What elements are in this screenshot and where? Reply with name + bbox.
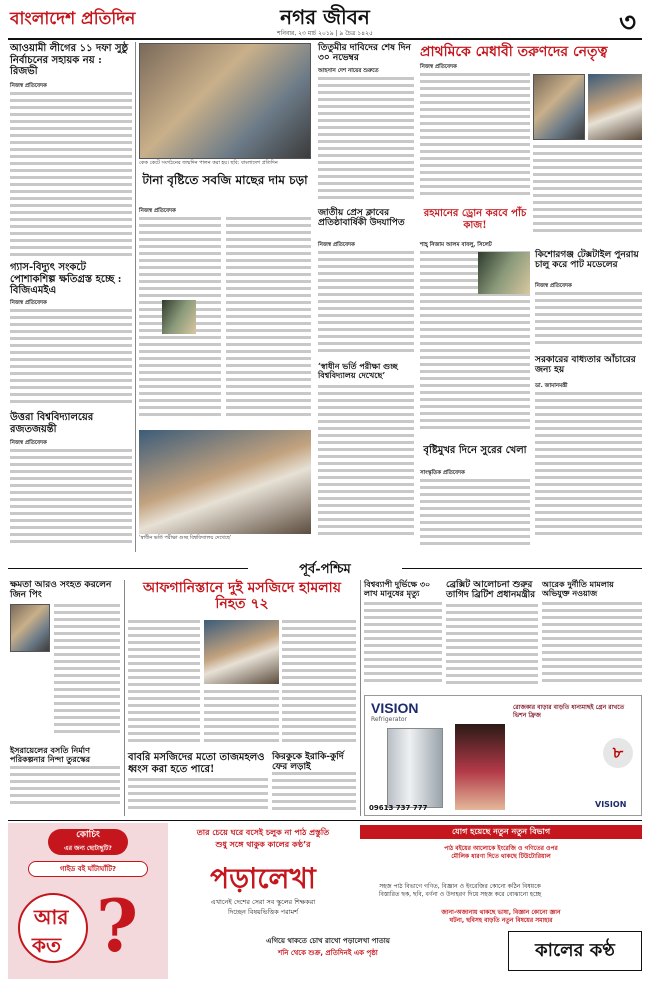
- byline-bristi: সাংস্কৃতিক প্রতিবেদক: [420, 470, 465, 476]
- body-prathomik-col2: [533, 145, 642, 245]
- byline-varsity: নিজস্ব প্রতিবেদক: [10, 440, 47, 446]
- vision-phone: 09613 737 777: [369, 804, 428, 812]
- masthead-rule: [8, 38, 642, 40]
- body-awami: [10, 92, 132, 262]
- body-titumir: [318, 77, 414, 207]
- headline-babri: বাবরি মসজিদের মতো তাজমহলও ধ্বংস করা হতে পারে!: [128, 752, 265, 775]
- headline-badha: সরকারের বাধ্যতার আঁচারের জন্য হয়: [535, 355, 636, 376]
- portrait-photo-1: [533, 74, 585, 140]
- body-babri: [128, 778, 268, 816]
- jinping-photo: [10, 604, 50, 652]
- byline-badha: ডা. জামানমন্ত্রী: [535, 383, 568, 389]
- ad-tagline: এখানেই দেশের সেরা সব স্কুলের শিক্ষকরা: [210, 898, 316, 906]
- headline-biswa: বিশ্বব্যাপী দুর্ভিক্ষে ৩০ লাখ মানুষের মৃত্যু: [364, 579, 431, 599]
- portrait-photo-2: [588, 74, 642, 140]
- feature-1: পাঠ বইয়ের আলোকে ইংরেজি ও গণিতের ওপর: [444, 845, 558, 852]
- ad-tagline-2: দিচ্ছেন বিষয়ভিত্তিক পরামর্শ: [227, 908, 299, 916]
- feature-3b: ঘটনা, ছবিসহ বাড়তি নতুন বিষয়ের সমাহার: [449, 917, 553, 924]
- ad-bottom-line-2: শনি থেকে শুক্র, প্রতিদিনই এক পৃষ্ঠা: [278, 949, 378, 957]
- headline-brexit: ব্রেক্সিট আলোচনা শুরুর তাগিদ ব্রিটিশ প্রধানমন্ত্রীর: [446, 580, 536, 601]
- headline-nuwaz: আরেক দুর্নীতি মামলায় অভিযুক্ত নওয়াজ: [542, 579, 614, 599]
- ad-top-line: তার চেয়ে ঘরে বসেই চলুক না পাঠ প্রস্তুতি: [196, 828, 330, 837]
- body-israel: [10, 766, 120, 814]
- body-prathomik-col1: [420, 73, 530, 203]
- feature-2: সহজ পাঠ বিভাগে গণিত, বিজ্ঞান ও ইংরেজির কোনো কঠিন বিষয়কে: [379, 883, 541, 890]
- headline-kshomota: ক্ষমতা আরও সংহত করলেন জিন পিং: [10, 580, 112, 601]
- page-number: ৩: [619, 8, 636, 38]
- vision-badge: VISION: [595, 800, 627, 809]
- body-brexit: [446, 604, 538, 692]
- headline-jatiya: জাতীয় প্রেস ক্লাবের প্রতিষ্ঠাবার্ষিকী উদযাপিত: [318, 208, 405, 229]
- byline-kishor: নিজস্ব প্রতিবেদক: [535, 283, 572, 289]
- subhead-titumir: আহসান দেশ নায়ের শুরুতে: [318, 68, 379, 74]
- ad-top-line-2: শুধু সঙ্গে থাকুক কালের কণ্ঠ’র: [215, 840, 311, 849]
- byline-awami: নিজস্ব প্রতিবেদক: [10, 83, 47, 89]
- vegetable-photo: [162, 300, 196, 334]
- model-image: [455, 724, 505, 810]
- event-photo: [139, 43, 311, 159]
- body-varsity: [10, 449, 132, 549]
- afghan-photo: [204, 620, 279, 684]
- headline-varsity: উত্তরা বিশ্ববিদ্যালয়ের রজতজয়ন্তী: [10, 412, 94, 435]
- headline-kishor: কিশোরগঞ্জ টেক্সটাইল পুনরায় চালু করে পাট মডেলের: [535, 250, 639, 271]
- world-divider: [124, 580, 125, 816]
- headline-bristi: বৃষ্টিমুখর দিনে সুরের খেলা: [423, 445, 527, 456]
- koto-word: কত: [32, 933, 61, 957]
- headline-kirkuk: কিরকুকে ইরাকি-কুর্দি ফের লড়াই: [272, 752, 344, 773]
- headline-rahman: রহমানের ড্রোন করবে পাঁচ কাজ!: [423, 208, 527, 231]
- byline-jatiya: নিজস্ব প্রতিবেদক: [318, 242, 355, 248]
- byline-gas: নিজস্ব প্রতিবেদক: [10, 300, 47, 306]
- drone-photo: [478, 252, 530, 294]
- headline-varsity2: ‘স্বাধীন ভর্তি পরীক্ষা গুচ্ছ বিশ্ববিদ্যালয় দেখেছে’: [318, 361, 398, 381]
- column-divider: [135, 42, 136, 552]
- body-afghan-col1: [128, 620, 200, 750]
- refrigerator-image: [387, 728, 443, 808]
- world-divider-2: [360, 580, 361, 816]
- coaching-word: কোচিং: [76, 830, 100, 840]
- vision-ad: [364, 695, 642, 816]
- headline-tana: টানা বৃষ্টিতে সবজি মাছের দাম চড়া: [142, 173, 308, 187]
- headline-titumir: তিতুমীর দাবিদের শেষ দিন ৩০ নভেম্বর: [318, 43, 411, 64]
- vision-brand: VISION: [371, 700, 419, 716]
- body-tana-col2: [226, 217, 311, 422]
- university-photo-caption: ‘স্বাধীন ভর্তি পরীক্ষা গুচ্ছ বিশ্ববিদ্যালয় দেখেছে’: [139, 535, 232, 541]
- ad-rule: [8, 820, 642, 821]
- page-section-title: নগর জীবন: [280, 5, 370, 29]
- body-badha: [535, 392, 642, 552]
- vision-promo: রোজকার বাড়ার বাড়তি ধান্যমাছই গ্রেন রাখতে ভিশন ফ্রিজ: [513, 704, 625, 719]
- body-afghan-col2: [204, 690, 279, 750]
- coaching-bubble: [48, 829, 128, 855]
- byline-prathomik: নিজস্ব প্রতিবেদক: [420, 64, 457, 70]
- newspaper-brand: বাংলাদেশ প্রতিদিন: [10, 9, 136, 29]
- new-sections-band: যোগ হয়েছে নতুন নতুন বিভাগ: [360, 825, 642, 839]
- kaler-kantho-logo: কালের কণ্ঠ: [508, 931, 642, 971]
- headline-prathomik: প্রাথমিকে মেধাবী তরুণদের নেতৃত্ব: [420, 44, 608, 60]
- body-gas: [10, 309, 132, 409]
- body-kirkuk: [272, 772, 356, 816]
- ar-koto-circle: [18, 893, 88, 963]
- porashona-logo: পড়ালেখা: [210, 862, 316, 895]
- coaching-question: এর জন্য ছোটাছুটি?: [64, 845, 112, 852]
- guide-question: গাইড বই ঘাঁটাঘাঁটি?: [28, 861, 148, 877]
- body-afghan-col3: [282, 620, 356, 750]
- page-date: শনিবার, ২৩ মার্চ ২০১৯ | ৯ চৈত্র ১৪২৫: [277, 30, 373, 37]
- byline-rahman: শাহ্ নিজাম আলম বাবলু, সিলেট: [420, 242, 492, 248]
- body-nuwaz: [542, 602, 642, 692]
- feature-1b: মৌলিক ধারণা দিতে থাকছে টিউটোরিয়াল: [451, 853, 551, 860]
- warranty-badge: ৮: [603, 738, 633, 768]
- event-photo-caption: কেক কেটে সংগঠনের জন্মদিন পালন করা হয়। ছবি: বাংলাদেশ প্রতিদিন: [139, 160, 278, 166]
- ad-bottom-line: এগিয়ে থাকতে চোখ রাখো পড়ালেখা পাতায়: [266, 937, 390, 945]
- question-mark-icon: ?: [96, 883, 139, 968]
- body-varsity2: [318, 385, 414, 550]
- body-jatiya: [318, 251, 414, 361]
- body-biswa: [364, 602, 442, 692]
- body-kishor: [535, 292, 642, 352]
- byline-tana: নিজস্ব প্রতিবেদক: [139, 208, 176, 214]
- section-band-purbo-poschim: পূর্ব-পশ্চিম: [8, 560, 642, 576]
- porashona-ad: [8, 823, 642, 979]
- vision-subbrand: Refrigerator: [371, 716, 407, 723]
- body-kshomota: [54, 604, 120, 744]
- body-bristi: [420, 479, 530, 551]
- headline-afghan: আফগানিস্তানে দুই মসজিদে হামলায় নিহত ৭২: [143, 580, 341, 613]
- headline-awami: আওয়ামী লীগের ১১ দফা সুষ্ঠু নির্বাচনের সহায়ক নয় : রিজভী: [10, 43, 129, 77]
- university-photo: [139, 430, 311, 534]
- feature-2b: বিস্তারিত ছক, ছবি, বর্ণনা ও উদাহরণ দিয়ে সহজ করে বোঝানো হচ্ছে: [378, 891, 542, 898]
- ar-word: আর: [34, 905, 69, 929]
- coaching-panel: [8, 823, 168, 979]
- headline-israel: ইসরায়েলের বসতি নির্মাণ পরিকল্পনার নিন্দা তুরস্কের: [10, 745, 91, 765]
- feature-3: জানা-অজানায় থাকছে ভাষা, বিজ্ঞান কোনো জ্ঞান: [441, 909, 561, 916]
- headline-gas: গ্যাস-বিদ্যুৎ সংকটে পোশাকশিল্প ক্ষতিগ্রস্ত হচ্ছে : বিজিএমইএ: [10, 262, 122, 296]
